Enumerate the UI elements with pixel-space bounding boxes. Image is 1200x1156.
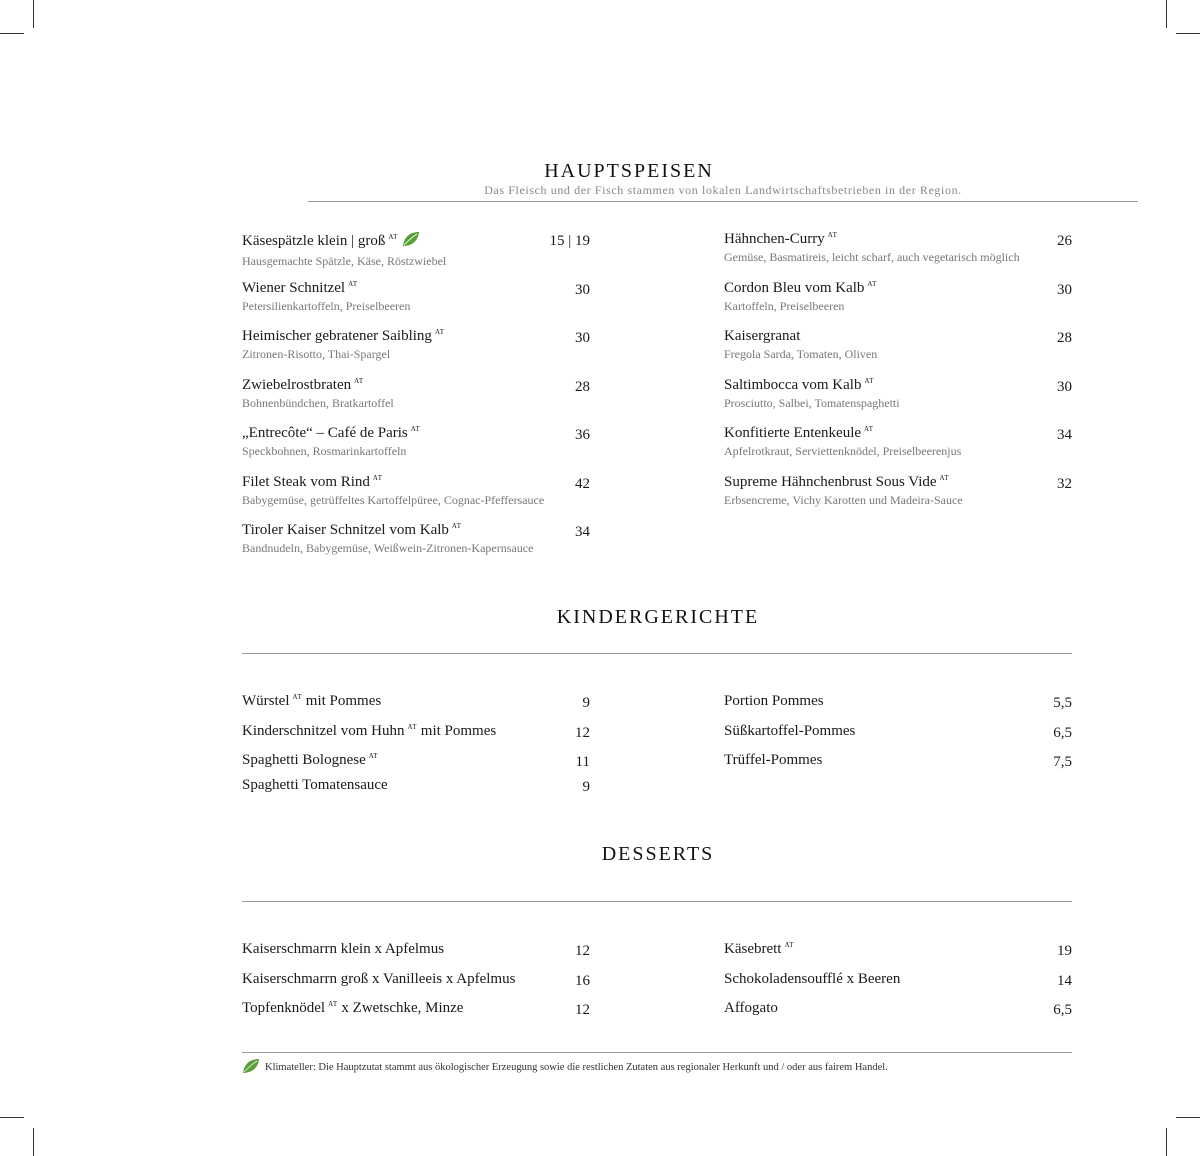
dish-name-suffix: mit Pommes [302, 693, 382, 709]
menu-item-description: Bohnenbündchen, Bratkartoffel [242, 395, 394, 410]
menu-item-name [724, 474, 1072, 491]
menu-item-description: Babygemüse, getrüffeltes Kartoffelpüree, Cognac-Pfeffersauce [242, 492, 545, 507]
menu-item-name [242, 231, 590, 252]
menu-item-price: 9 [582, 779, 590, 795]
section-divider [242, 901, 1072, 902]
origin-badge: AT [372, 473, 383, 482]
menu-item [242, 474, 590, 508]
dish-name-suffix: mit Pommes [417, 722, 497, 739]
dish-name: Tiroler Kaiser Schnitzel vom Kalb [242, 522, 449, 538]
menu-item [724, 693, 1072, 710]
menu-item [724, 752, 1072, 769]
menu-item-name [724, 425, 1072, 442]
dish-name-suffix: x Zwetschke, Minze [337, 1000, 464, 1016]
menu-item-price: 28 [575, 378, 590, 395]
menu-item-price: 12 [575, 943, 590, 959]
menu-item-price: 6,5 [1053, 724, 1072, 741]
menu-item-price: 12 [575, 724, 590, 741]
dish-name: Zwiebelrostbraten [242, 376, 352, 393]
menu-item [724, 377, 1072, 411]
menu-item-price: 34 [575, 524, 590, 540]
menu-item [242, 425, 590, 459]
menu-item-name [242, 474, 590, 491]
menu-item [242, 777, 590, 794]
menu-item-description: Prosciutto, Salbei, Tomatenspaghetti [724, 395, 900, 410]
dish-name: Cordon Bleu vom Kalb [724, 279, 865, 296]
menu-item-name [242, 280, 590, 297]
menu-item-name [242, 328, 590, 345]
footnote-divider [242, 1052, 1072, 1053]
menu-item-price: 32 [1057, 475, 1072, 492]
menu-item-name [242, 377, 590, 394]
menu-item-price: 19 [1057, 943, 1072, 959]
leaf-icon [242, 1058, 260, 1077]
dish-name: Affogato [724, 1000, 778, 1016]
menu-item-price: 14 [1057, 972, 1072, 989]
origin-badge: AT [784, 941, 795, 949]
menu-item-description: Apfelrotkraut, Serviettenknödel, Preiselbeerenjus [724, 444, 962, 458]
menu-item-description: Petersilienkartoffeln, Preiselbeeren [242, 298, 411, 313]
menu-item [724, 723, 1072, 740]
origin-badge: AT [348, 279, 358, 288]
menu-item-description: Bandnudeln, Babygemüse, Weißwein-Zitronen-Kapernsauce [242, 541, 534, 555]
dish-name: Saltimbocca vom Kalb [724, 376, 862, 393]
menu-item-name [242, 752, 590, 769]
origin-badge: AT [292, 693, 303, 701]
dish-name: Kaiserschmarrn groß x Vanilleeis x Apfelmus [242, 970, 516, 987]
section-title-desserts: DESSERTS [601, 843, 715, 865]
origin-badge: AT [368, 752, 379, 760]
menu-item [242, 693, 590, 710]
dish-name: Spaghetti Bolognese [242, 752, 366, 768]
dish-name: Topfenknödel [242, 1000, 326, 1016]
crop-mark [0, 1117, 24, 1118]
origin-badge: AT [434, 328, 445, 336]
origin-badge: AT [827, 231, 838, 239]
menu-item-name [724, 280, 1072, 297]
dish-name: Konfitierte Entenkeule [724, 425, 862, 441]
dish-name: Kinderschnitzel vom Huhn [242, 722, 405, 739]
dish-name: Wiener Schnitzel [242, 279, 346, 296]
menu-item-name [242, 522, 590, 539]
menu-item-name [724, 723, 1072, 740]
menu-item-name [242, 693, 590, 710]
menu-item [724, 1000, 1072, 1017]
menu-item-name [242, 941, 590, 958]
dish-name: Schokoladensoufflé x Beeren [724, 970, 901, 987]
menu-item-name [724, 971, 1072, 988]
crop-mark [1176, 33, 1200, 34]
dish-name: Hähnchen-Curry [724, 231, 825, 247]
origin-badge: AT [939, 473, 950, 482]
menu-item [242, 723, 590, 740]
crop-mark [1176, 1117, 1200, 1118]
menu-item-price: 6,5 [1053, 1002, 1072, 1018]
menu-item-price: 16 [575, 972, 590, 989]
footnote [242, 1058, 888, 1077]
menu-item-price: 30 [575, 281, 590, 298]
menu-item [724, 231, 1072, 265]
footnote-text: Klimateller: Die Hauptzutat stammt aus ökologischer Erzeugung sowie die restlichen Zutaten aus regionaler Herkunft und / oder aus fairem Handel. [265, 1062, 888, 1073]
crop-mark [1166, 1128, 1167, 1156]
menu-item-name [724, 941, 1072, 958]
menu-item [242, 522, 590, 556]
menu-item-name [242, 425, 590, 442]
menu-item-price: 15 | 19 [549, 233, 590, 249]
menu-item [724, 280, 1072, 314]
menu-item [242, 941, 590, 958]
origin-badge: AT [354, 376, 364, 385]
dish-name: Käsespätzle klein | groß [242, 233, 386, 249]
dish-name: Trüffel-Pommes [724, 752, 823, 768]
menu-item-name [724, 693, 1072, 710]
menu-item-price: 7,5 [1053, 754, 1072, 770]
menu-item-name [242, 723, 590, 740]
menu-item [724, 941, 1072, 958]
dish-name: „Entrecôte“ – Café de Paris [242, 425, 408, 441]
dish-name: Supreme Hähnchenbrust Sous Vide [724, 473, 937, 490]
menu-item-name [242, 777, 590, 794]
menu-item [242, 280, 590, 314]
menu-item-price: 11 [575, 754, 590, 770]
menu-item-description: Zitronen-Risotto, Thai-Spargel [242, 347, 391, 361]
menu-item-description: Gemüse, Basmatireis, leicht scharf, auch vegetarisch möglich [724, 250, 1020, 264]
crop-mark [33, 1128, 34, 1156]
origin-badge: AT [388, 233, 398, 241]
dish-name: Heimischer gebratener Saibling [242, 328, 432, 344]
menu-item-description: Speckbohnen, Rosmarinkartoffeln [242, 444, 407, 458]
menu-item-price: 30 [575, 330, 590, 346]
menu-item-price: 42 [575, 475, 590, 492]
section-divider [308, 201, 1138, 202]
menu-item-name [724, 1000, 1072, 1017]
menu-item-price: 30 [1057, 378, 1072, 395]
menu-item-price: 30 [1057, 281, 1072, 298]
menu-item-price: 12 [575, 1002, 590, 1018]
origin-badge: AT [410, 425, 421, 433]
dish-name: Kaiserschmarrn klein x Apfelmus [242, 941, 445, 957]
menu-item-description: Hausgemachte Spätzle, Käse, Röstzwiebel [242, 254, 447, 268]
menu-item-name [242, 971, 590, 988]
menu-item [242, 231, 590, 269]
menu-item [242, 971, 590, 988]
menu-item-price: 5,5 [1053, 695, 1072, 711]
menu-item-description: Kartoffeln, Preiselbeeren [724, 298, 845, 313]
menu-item-price: 36 [575, 427, 590, 443]
origin-badge: AT [328, 1000, 338, 1008]
section-divider [242, 653, 1072, 654]
section-title-kindergerichte: KINDERGERICHTE [556, 606, 760, 628]
menu-item-name [724, 328, 1072, 345]
section-subtitle: Das Fleisch und der Fisch stammen von lokalen Landwirtschaftsbetrieben in der Region. [484, 183, 962, 197]
origin-badge: AT [867, 279, 877, 288]
dish-name: Filet Steak vom Rind [242, 473, 370, 490]
menu-item-name [242, 1000, 590, 1017]
menu-item [242, 377, 590, 411]
dish-name: Süßkartoffel-Pommes [724, 722, 856, 739]
menu-item-description: Fregola Sarda, Tomaten, Oliven [724, 347, 878, 361]
menu-item [724, 425, 1072, 459]
menu-item [724, 971, 1072, 988]
section-title-hauptspeisen: HAUPTSPEISEN [544, 160, 714, 182]
menu-item-description: Erbsencreme, Vichy Karotten und Madeira-Sauce [724, 492, 963, 507]
menu-item [242, 752, 590, 769]
menu-item-name [724, 752, 1072, 769]
menu-item-name [724, 231, 1072, 248]
origin-badge: AT [451, 522, 462, 530]
dish-name: Würstel [242, 693, 290, 709]
menu-item [242, 328, 590, 362]
menu-item [242, 1000, 590, 1017]
origin-badge: AT [864, 425, 874, 433]
menu-item-price: 34 [1057, 427, 1072, 443]
crop-mark [33, 0, 34, 28]
menu-item-name [724, 377, 1072, 394]
menu-item-price: 26 [1057, 233, 1072, 249]
dish-name: Portion Pommes [724, 693, 824, 709]
dish-name: Käsebrett [724, 941, 782, 957]
crop-mark [1166, 0, 1167, 28]
dish-name: Spaghetti Tomatensauce [242, 777, 388, 793]
menu-item-price: 28 [1057, 330, 1072, 346]
origin-badge: AT [864, 376, 875, 385]
dish-name: Kaisergranat [724, 328, 801, 344]
menu-item [724, 474, 1072, 508]
crop-mark [0, 33, 24, 34]
origin-badge: AT [407, 722, 418, 731]
menu-item-price: 9 [582, 695, 590, 711]
menu-item [724, 328, 1072, 362]
leaf-icon [402, 231, 420, 252]
